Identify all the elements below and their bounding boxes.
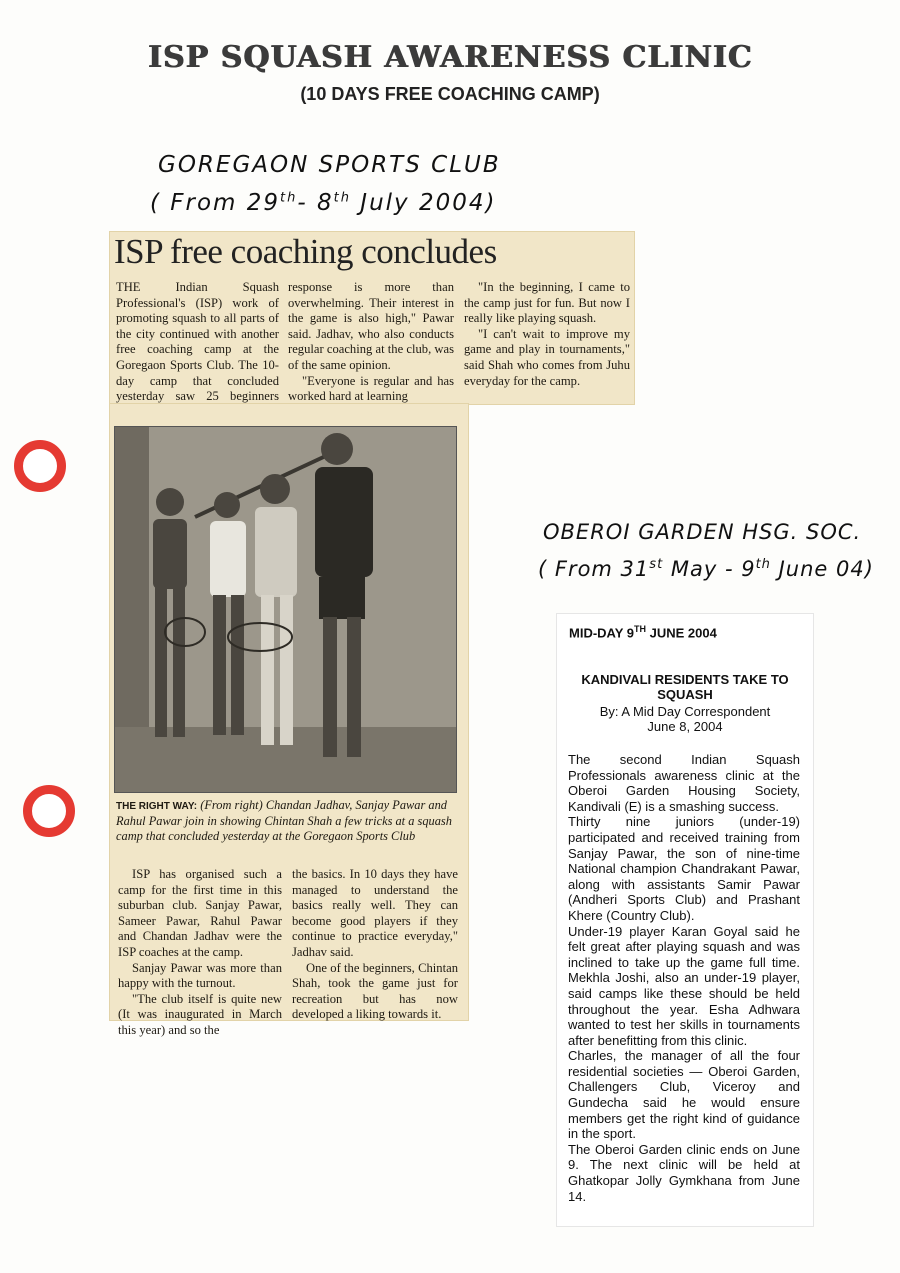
newspaper-clipping-1-header — [110, 232, 634, 404]
clipping-2-byline-block — [565, 704, 805, 734]
clipping-1-paragraph: One of the beginners, Chintan Shah, took the game just for recreation but has now developed a liking towards it. — [292, 960, 458, 1022]
clipping-1-paragraph: THE Indian Squash Professional's (ISP) work of promoting squash to all parts of the city continued with another free coaching camp at the Goregaon Sports Club. The 10-day camp that concluded yesterday saw 25 beginners — [116, 280, 279, 404]
photo-caption — [116, 798, 456, 844]
caption-lead: THE RIGHT WAY: — [116, 801, 198, 812]
clipping-1-column-2 — [288, 280, 454, 405]
handwritten-dates-2-start: ( From 31 — [538, 557, 650, 581]
handwritten-club-name-1: GOREGAON SPORTS CLUB — [158, 152, 501, 178]
source-date: JUNE 2004 — [646, 625, 717, 641]
handwritten-sup: th — [755, 557, 771, 572]
handwritten-dates-1-end: July 2004) — [350, 190, 497, 216]
handwritten-dates-2-mid: May - 9 — [663, 557, 756, 581]
handwritten-dates-1-mid: - 8 — [297, 190, 334, 216]
handwritten-dates-2-end: June 04) — [770, 557, 874, 581]
handwritten-club-name-2: OBEROI GARDEN HSG. SOC. — [543, 520, 862, 544]
clipping-1-column-3 — [464, 280, 630, 389]
newspaper-clipping-2 — [557, 614, 813, 1226]
clipping-1-paragraph: response is more than overwhelming. Their interest in the game is also high," Pawar said. Jadhav, who also conducts regular coaching at the club, was of the same opinion. — [288, 280, 454, 372]
clipping-2-paragraph: The Oberoi Garden clinic ends on June 9. The next clinic will be held at Ghatkopar Jolly Gymkhana from June 14. — [568, 1141, 800, 1204]
handwritten-dates-1-start: ( From 29 — [150, 190, 281, 216]
clipping-2-byline: By: A Mid Day Correspondent — [599, 704, 771, 719]
clipping-1-paragraph: "The club itself is quite new (It was inaugurated in March this year) and so the — [118, 991, 282, 1037]
clipping-1-paragraph: "In the beginning, I came to the camp just for fun. But now I really like playing squash. — [464, 280, 630, 326]
clipping-2-headline: KANDIVALI RESIDENTS TAKE TO SQUASH — [581, 672, 789, 702]
clipping-1-headline: ISP free coaching concludes — [114, 232, 497, 271]
clipping-2-body — [568, 752, 800, 1204]
clipping-2-dateline: June 8, 2004 — [647, 719, 723, 734]
handwritten-sup: th — [280, 190, 298, 206]
clipping-1-paragraph: Sanjay Pawar was more than happy with the turnout. — [118, 960, 282, 991]
clipping-2-paragraph: Under-19 player Karan Goyal said he felt great after playing squash and was inclined to take up the game full time. Mekhla Joshi, also an under-19 player, said camps like these should be held throughout the year. Esha Adhwara wanted to test her skills in tournaments after benefitting from this clinic. — [568, 923, 800, 1048]
source-sup: TH — [634, 624, 647, 634]
caption-text: (From right) Chandan Jadhav, Sanjay Pawar and Rahul Pawar join in showing Chintan Shah a few tricks at a squash camp that concluded yesterday at the Goregaon Sports Club — [116, 798, 452, 843]
handwritten-sup: st — [649, 557, 664, 572]
handwritten-dates-2 — [538, 557, 874, 581]
handwritten-sup: th — [333, 190, 351, 206]
page-subtitle: (10 DAYS FREE COACHING CAMP) — [300, 84, 600, 104]
newspaper-clipping-1-body — [110, 404, 468, 1037]
clipping-1-paragraph: "I can't wait to improve my game and play in tournaments," said Shah who comes from Juhu everyday for the camp. — [464, 326, 630, 388]
clipping-2-source-date — [569, 624, 717, 640]
source-name: MID-DAY 9 — [569, 625, 635, 641]
binder-hole-top — [14, 440, 66, 492]
handwritten-dates-1 — [150, 190, 496, 216]
clipping-1-body-column-1 — [118, 867, 282, 1039]
clipping-1-paragraph: "Everyone is regular and has worked hard at learning — [288, 373, 454, 404]
binder-hole-bottom — [23, 785, 75, 837]
clipping-2-paragraph: Charles, the manager of all the four residential societies — Oberoi Garden, Challengers Club, Viceroy and Gundecha said he would ensure members get the right kind of guidance in the sport. — [568, 1048, 800, 1142]
clipping-1-paragraph: the basics. In 10 days they have managed to understand the basics really well. They can become good players if they continue to practice everyday," Jadhav said. — [292, 867, 458, 959]
clipping-2-paragraph: The second Indian Squash Professionals awareness clinic at the Oberoi Garden Housing Society, Kandivali (E) is a smashing success. — [568, 752, 800, 814]
clipping-2-paragraph: Thirty nine juniors (under-19) participated and received training from Sanjay Pawar, the son of nine-time National champion Chandrakant Pawar, along with assistants Samir Pawar (Andheri Sports Club) and Prashant Khere (Country Club). — [568, 814, 800, 923]
clipping-1-paragraph: ISP has organised such a camp for the first time in this suburban club. Sanjay Pawar, Sameer Pawar, Rahul Pawar and Chandan Jadhav were the ISP coaches at the camp. — [118, 867, 282, 959]
squash-camp-photo — [114, 426, 457, 793]
photo-illustration — [115, 427, 456, 792]
clipping-1-body-column-2 — [292, 867, 458, 1023]
page-title: ISP SQUASH AWARENESS CLINIC — [147, 40, 753, 75]
